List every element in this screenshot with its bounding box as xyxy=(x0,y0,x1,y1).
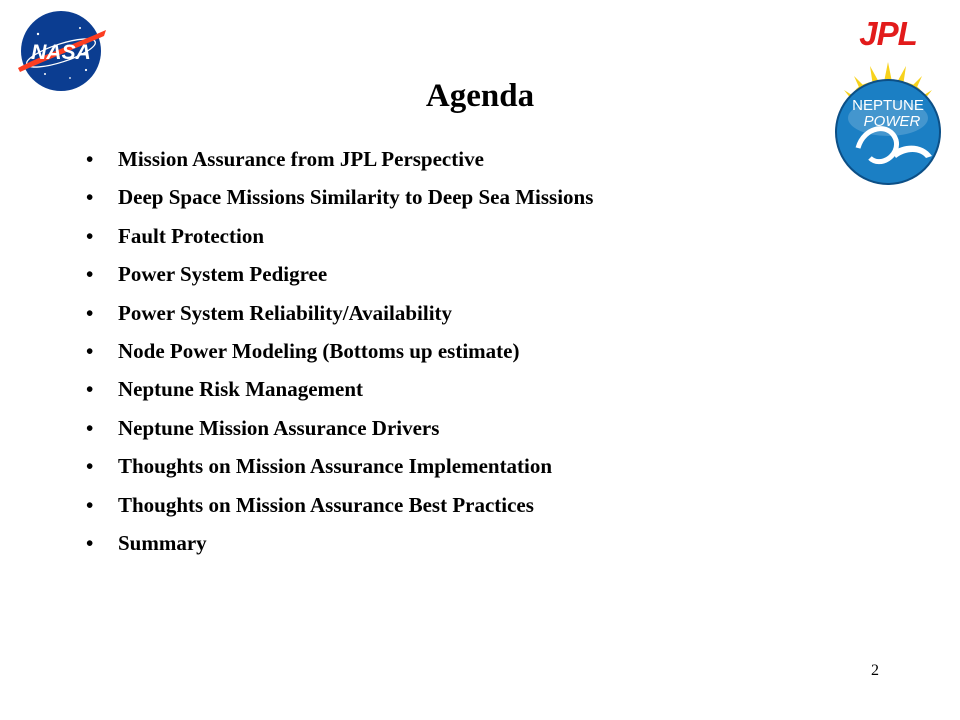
bullet-icon: • xyxy=(86,492,94,517)
bullet-icon: • xyxy=(86,454,94,479)
agenda-item xyxy=(86,262,593,300)
slide-title: Agenda xyxy=(425,78,535,114)
neptune-logo-line2: POWER xyxy=(863,113,921,130)
agenda-item-text: Neptune Risk Management xyxy=(118,377,363,402)
agenda-item-text: Deep Space Missions Similarity to Deep Sea Missions xyxy=(118,185,594,210)
agenda-item-text: Neptune Mission Assurance Drivers xyxy=(118,415,440,440)
agenda-item xyxy=(86,224,593,262)
bullet-icon: • xyxy=(86,262,94,287)
agenda-item xyxy=(86,531,593,569)
bullet-icon: • xyxy=(86,415,94,440)
agenda-list xyxy=(86,147,593,569)
jpl-logo-text: JPL xyxy=(859,18,917,48)
agenda-item-text: Node Power Modeling (Bottoms up estimate) xyxy=(118,338,520,363)
agenda-item-text: Thoughts on Mission Assurance Implementation xyxy=(118,454,553,479)
agenda-item-text: Summary xyxy=(118,530,207,555)
bullet-icon: • xyxy=(86,223,94,248)
neptune-logo-line1: NEPTUNE xyxy=(852,97,924,114)
agenda-item-text: Power System Pedigree xyxy=(118,262,328,287)
agenda-item xyxy=(86,493,593,531)
agenda-item xyxy=(86,301,593,339)
bullet-icon: • xyxy=(86,185,94,210)
bullet-icon: • xyxy=(86,147,94,171)
nasa-logo-text: NASA xyxy=(31,41,91,64)
agenda-item xyxy=(86,185,593,223)
page-number: 2 xyxy=(871,662,879,679)
bullet-icon: • xyxy=(86,530,94,555)
bullet-icon: • xyxy=(86,300,94,325)
bullet-icon: • xyxy=(86,377,94,402)
agenda-item xyxy=(86,339,593,377)
agenda-item-text: Mission Assurance from JPL Perspective xyxy=(118,147,484,171)
agenda-item-text: Power System Reliability/Availability xyxy=(118,300,453,325)
agenda-item xyxy=(86,377,593,415)
agenda-item xyxy=(86,454,593,492)
agenda-item-text: Thoughts on Mission Assurance Best Practices xyxy=(118,492,534,517)
jpl-logo xyxy=(842,18,934,48)
agenda-item-text: Fault Protection xyxy=(118,223,264,248)
agenda-item xyxy=(86,416,593,454)
agenda-item xyxy=(86,147,593,185)
bullet-icon: • xyxy=(86,338,94,363)
